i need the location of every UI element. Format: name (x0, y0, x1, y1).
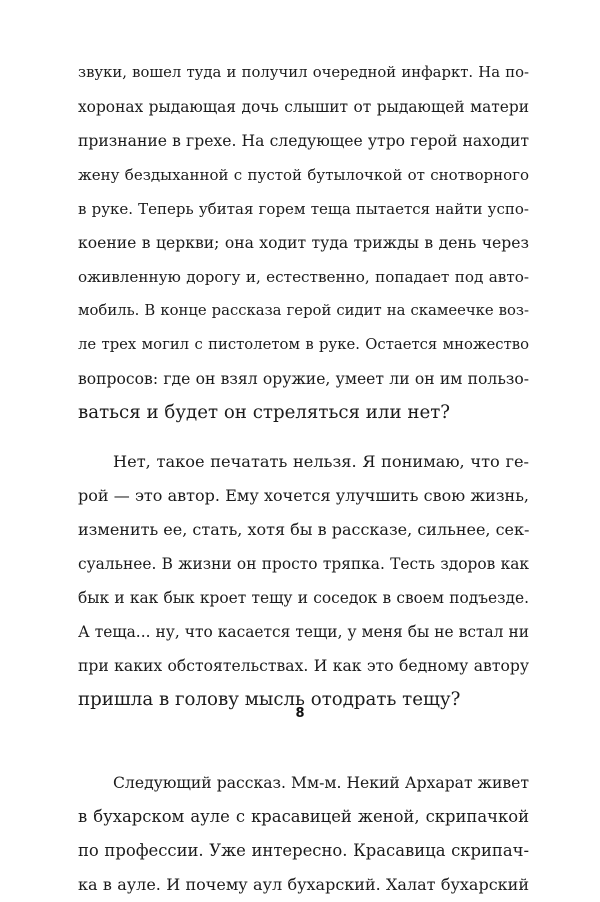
text-line: в руке. Теперь убитая горем теща пытается найти успо- (78, 200, 529, 218)
book-page (78, 56, 529, 902)
paragraph-spacing (78, 430, 529, 445)
text-line: Нет, такое печатать нельзя. Я понимаю, что ге- (113, 452, 529, 471)
text-line: жену бездыханной с пустой бутылочкой от снотворного (78, 166, 529, 184)
text-line: звуки, вошел туда и получил очередной инфаркт. На по- (78, 64, 529, 81)
text-line: по профессии. Уже интересно. Красавица скрипач- (78, 841, 529, 860)
text-line: ле трех могил с пистолетом в руке. Остается множество (78, 336, 529, 353)
text-line: ка в ауле. И почему аул бухарский. Халат бухарский (78, 875, 529, 894)
text-line: хоронах рыдающая дочь слышит от рыдающей матери (78, 98, 529, 116)
text-line: А теща... ну, что касается тещи, у меня бы не встал ни (78, 623, 529, 641)
text-line: мобиль. В конце рассказа герой сидит на скамеечке воз- (78, 302, 529, 319)
text-line: пришла в голову мысль отодрать тещу? (78, 689, 461, 710)
text-line: рой — это автор. Ему хочется улучшить свою жизнь, (78, 486, 529, 505)
text-line: коение в церкви; она ходит туда трижды в день через (78, 234, 529, 252)
paragraph-3 (78, 766, 529, 902)
text-line: при каких обстоятельствах. И как это бедному автору (78, 657, 529, 675)
text-line: оживленную дорогу и, естественно, попадает под авто- (78, 268, 529, 286)
paragraph-2 (78, 445, 529, 717)
text-line: вопросов: где он взял оружие, умеет ли он им пользо- (78, 370, 529, 388)
page-number: 8 (295, 706, 305, 721)
section-break (78, 717, 529, 766)
text-line: бык и как бык кроет тещу и соседок в своем подъезде. (78, 589, 529, 607)
text-line: суальнее. В жизни он просто тряпка. Тесть здоров как (78, 555, 529, 573)
text-line: в бухарском ауле с красавицей женой, скрипачкой (78, 807, 529, 826)
paragraph-1 (78, 56, 529, 430)
text-line: ваться и будет он стреляться или нет? (78, 402, 451, 423)
text-line: признание в грехе. На следующее утро герой находит (78, 132, 529, 150)
text-line: Следующий рассказ. Мм-м. Некий Архарат живет (113, 774, 529, 792)
text-line: изменить ее, стать, хотя бы в рассказе, сильнее, сек- (78, 520, 530, 539)
